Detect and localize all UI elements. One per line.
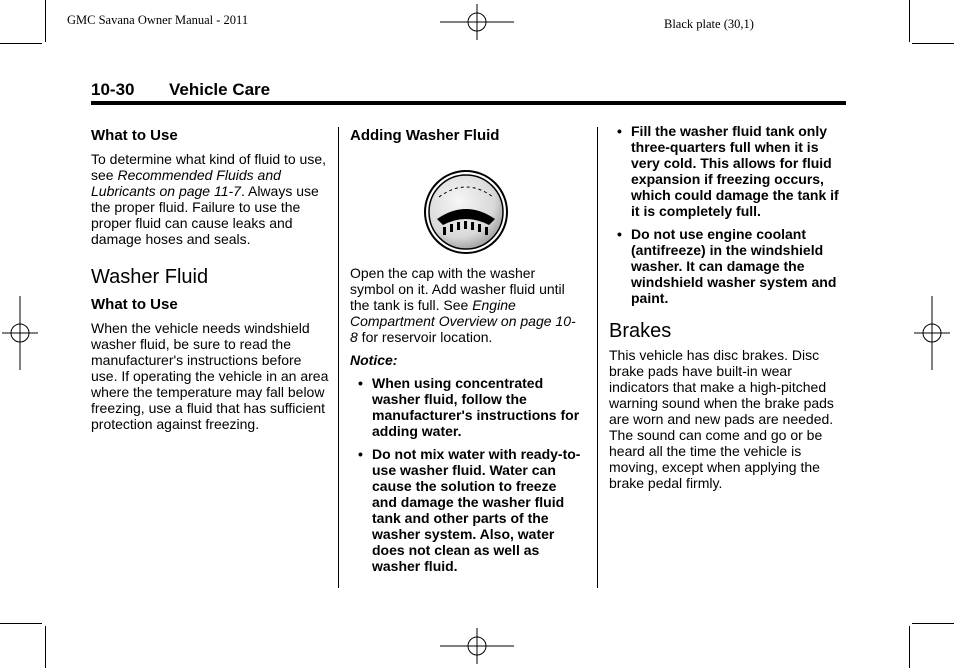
bullet-icon: • [617, 123, 622, 139]
list-item: • When using concentrated washer fluid, follow the manufacturer's instructions for adding water. [358, 375, 580, 439]
bullet-icon: • [617, 226, 622, 242]
washer-fluid-symbol-icon [423, 169, 509, 255]
column-3 [609, 123, 847, 491]
crop-mark [912, 43, 954, 44]
heading-brakes: Brakes [609, 320, 672, 342]
column-divider [338, 127, 339, 588]
crop-mark [0, 43, 42, 44]
paragraph: Open the cap with the washer symbol on it. Add washer fluid until the tank is full. See Engine Compartment Overview on page 10-8 for reservoir location. [350, 265, 576, 345]
paragraph: When the vehicle needs windshield washer fluid, be sure to read the manufacturer's instructions before use. If operating the vehicle in an area where the temperature may fall below freezing, use a fluid that has sufficient protection against freezing. [91, 320, 329, 432]
list-item: • Do not use engine coolant (antifreeze) in the windshield washer. It can damage the windshield washer system and paint. [617, 226, 837, 306]
heading-washer-fluid: Washer Fluid [91, 266, 209, 288]
crop-mark [0, 623, 42, 624]
heading-what-to-use: What to Use [91, 296, 178, 313]
manual-title: GMC Savana Owner Manual - 2011 [67, 13, 249, 27]
column-divider [597, 127, 598, 588]
bullet-icon: • [358, 446, 363, 462]
column-2 [350, 127, 582, 574]
heading-adding-washer-fluid: Adding Washer Fluid [350, 127, 500, 144]
section-title: Vehicle Care [169, 80, 271, 99]
registration-mark-icon [2, 296, 38, 370]
crop-mark [909, 0, 910, 42]
crop-mark [45, 0, 46, 42]
heading-what-to-use: What to Use [91, 127, 178, 144]
list-item: • Do not mix water with ready-to-use washer fluid. Water can cause the solution to freeze and damage the washer fluid tank and other parts of the washer system. Also, water does not clean as well as washer fluid. [358, 446, 581, 574]
page-number: 10-30 [91, 80, 135, 99]
crop-mark [909, 626, 910, 668]
header-rule [91, 101, 846, 105]
crop-mark [45, 626, 46, 668]
symbol-area [350, 145, 582, 261]
plate-label: Black plate (30,1) [664, 17, 754, 31]
paragraph: To determine what kind of fluid to use, see Recommended Fluids and Lubricants on page 11-7. Always use the proper fluid. Failure to use the proper fluid can cause leaks and damage hoses and seals. [91, 151, 327, 247]
list-item: • Fill the washer fluid tank only three-quarters full when it is very cold. This allows for fluid expansion if freezing occurs, which could damage the tank if it is completely full. [617, 123, 839, 219]
paragraph: This vehicle has disc brakes. Disc brake pads have built-in wear indicators that make a high-pitched warning sound when the brake pads are worn and new pads are needed. The sound can come and go or be heard all the time the vehicle is moving, except when applying the brake pedal firmly. [609, 347, 834, 491]
cross-reference: Engine Compartment Overview on page 10-8 [350, 297, 576, 345]
cross-reference: Recommended Fluids and Lubricants on page 11-7 [91, 167, 281, 199]
column-1 [91, 127, 331, 432]
registration-mark-icon [440, 628, 514, 664]
registration-mark-icon [440, 4, 514, 40]
crop-mark [912, 623, 954, 624]
notice-label: Notice: [350, 352, 398, 368]
bullet-icon: • [358, 375, 363, 391]
registration-mark-icon [914, 296, 950, 370]
